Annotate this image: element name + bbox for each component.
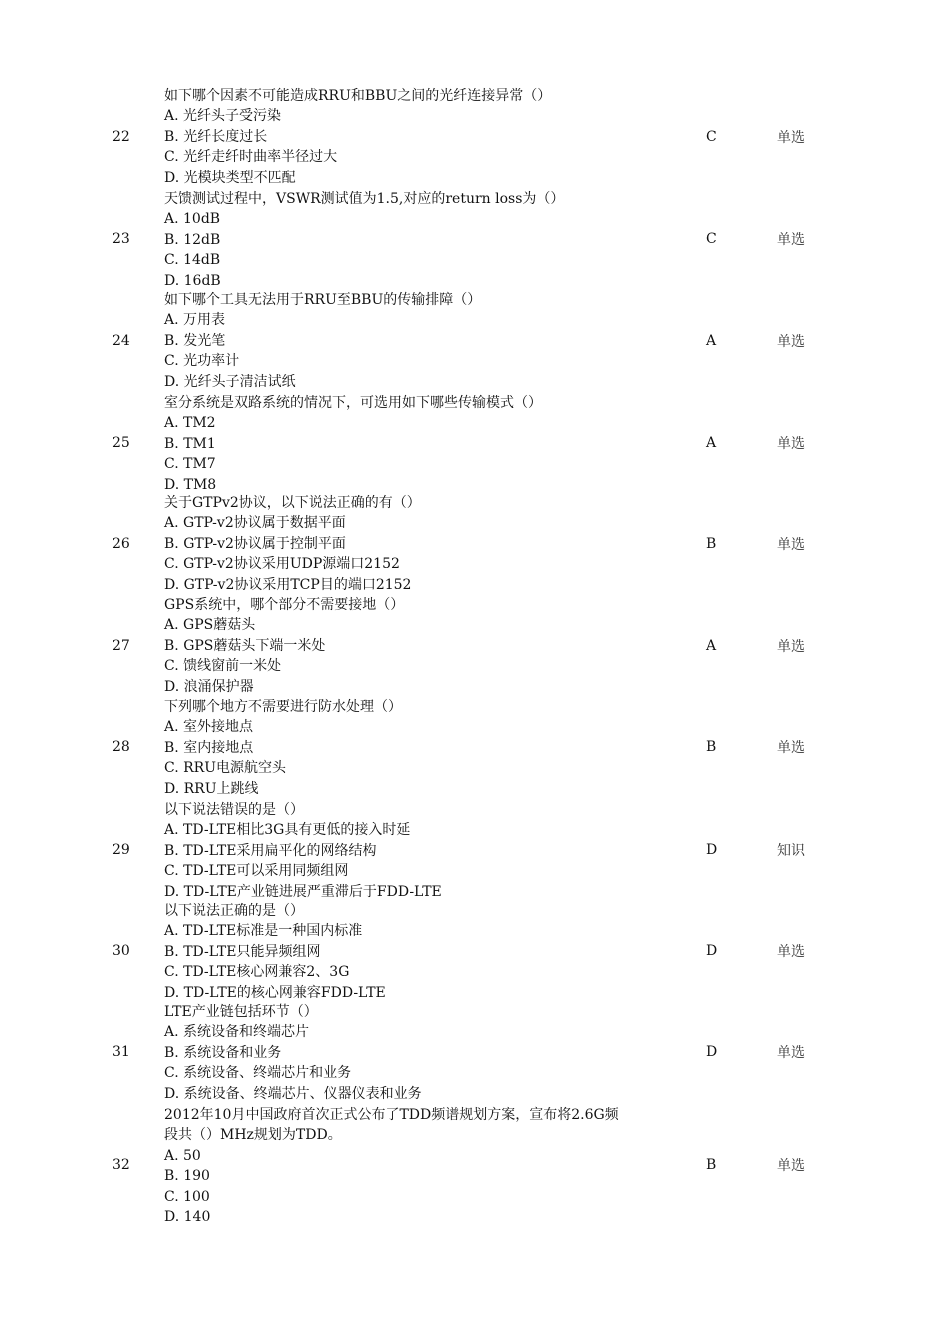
answer-option: A. TM2 (164, 415, 216, 432)
answer-option: A. 光纤头子受污染 (164, 108, 282, 125)
question-number: 24 (112, 333, 130, 349)
question-number: 25 (112, 435, 130, 451)
answer-option: C. 光纤走纤时曲率半径过大 (164, 149, 338, 166)
answer-option: D. TD-LTE的核心网兼容FDD-LTE (164, 984, 386, 1001)
question-stem: 天馈测试过程中，VSWR测试值为1.5,对应的return loss为（） (164, 191, 565, 207)
question-stem: 关于GTPv2协议，以下说法正确的有（） (164, 495, 421, 511)
question-body (164, 189, 664, 291)
answer-option: D. 系统设备、终端芯片、仪器仪表和业务 (164, 1085, 422, 1102)
answer-option: B. GPS蘑菇头下端一米处 (164, 637, 326, 654)
answer-option: D. 光模块类型不匹配 (164, 169, 296, 186)
question-type: 单选 (777, 944, 805, 960)
question-stem: 以下说法正确的是（） (164, 903, 304, 919)
answer-option: B. TD-LTE只能异频组网 (164, 943, 321, 960)
answer-option: B. TM1 (164, 435, 216, 452)
answer-option: B. 190 (164, 1168, 210, 1185)
question-type: 知识 (777, 843, 805, 859)
question-stem: LTE产业链包括环节（） (164, 1004, 318, 1020)
question-stem: 下列哪个地方不需要进行防水处理（） (164, 699, 402, 715)
question-type: 单选 (777, 537, 805, 553)
answer-option: C. GTP-v2协议采用UDP源端口2152 (164, 556, 400, 573)
question-number: 32 (112, 1157, 130, 1173)
question-body (164, 697, 664, 799)
answer-option: A. GPS蘑菇头 (164, 617, 256, 634)
question-number: 28 (112, 739, 130, 755)
answer-option: C. 14dB (164, 252, 221, 269)
answer-option: D. 16dB (164, 272, 221, 289)
question-type: 单选 (777, 1045, 805, 1061)
answer-option: A. TD-LTE相比3G具有更低的接入时延 (164, 822, 411, 839)
question-stem: 段共（）MHz规划为TDD。 (164, 1127, 342, 1144)
question-stem: 如下哪个因素不可能造成RRU和BBU之间的光纤连接异常（） (164, 88, 552, 104)
question-body (164, 1105, 664, 1227)
question-number: 29 (112, 842, 130, 858)
question-number: 22 (112, 129, 130, 145)
answer-option: B. 室内接地点 (164, 739, 254, 756)
question-number: 26 (112, 536, 130, 552)
question-body (164, 595, 664, 697)
question-number: 30 (112, 943, 130, 959)
answer-option: C. RRU电源航空头 (164, 760, 286, 777)
answer-option: B. TD-LTE采用扁平化的网络结构 (164, 842, 377, 859)
question-type: 单选 (777, 334, 805, 350)
answer-option: A. 50 (164, 1147, 201, 1164)
question-stem: 2012年10月中国政府首次正式公布了TDD频谱规划方案，宣布将2.6G频 (164, 1107, 619, 1123)
correct-answer: A (706, 435, 717, 451)
question-number: 23 (112, 231, 130, 247)
question-type: 单选 (777, 130, 805, 146)
correct-answer: C (706, 231, 717, 247)
answer-option: B. 系统设备和业务 (164, 1044, 282, 1061)
answer-option: C. 光功率计 (164, 353, 240, 370)
question-body (164, 393, 664, 495)
correct-answer: A (706, 333, 717, 349)
question-type: 单选 (777, 639, 805, 655)
question-stem: 室分系统是双路系统的情况下，可选用如下哪些传输模式（） (164, 395, 542, 411)
answer-option: C. 馈线窗前一米处 (164, 658, 282, 675)
question-type: 单选 (777, 232, 805, 248)
question-body (164, 800, 664, 902)
answer-option: B. 发光笔 (164, 332, 226, 349)
answer-option: C. TD-LTE可以采用同频组网 (164, 863, 349, 880)
question-type: 单选 (777, 740, 805, 756)
correct-answer: C (706, 129, 717, 145)
answer-option: B. 光纤长度过长 (164, 128, 268, 145)
correct-answer: D (706, 1044, 718, 1060)
question-stem: 以下说法错误的是（） (164, 802, 304, 818)
question-type: 单选 (777, 1158, 805, 1174)
question-body (164, 86, 664, 188)
correct-answer: B (706, 739, 717, 755)
answer-option: D. TD-LTE产业链进展严重滞后于FDD-LTE (164, 883, 442, 900)
answer-option: C. 100 (164, 1188, 210, 1205)
question-body (164, 1002, 664, 1104)
correct-answer: D (706, 943, 718, 959)
answer-option: A. GTP-v2协议属于数据平面 (164, 515, 346, 532)
correct-answer: A (706, 638, 717, 654)
correct-answer: B (706, 536, 717, 552)
answer-option: C. 系统设备、终端芯片和业务 (164, 1065, 352, 1082)
answer-option: A. 10dB (164, 211, 221, 228)
question-number: 27 (112, 638, 130, 654)
correct-answer: B (706, 1157, 717, 1173)
answer-option: D. 光纤头子清洁试纸 (164, 373, 296, 390)
answer-option: A. 系统设备和终端芯片 (164, 1024, 310, 1041)
question-type: 单选 (777, 436, 805, 452)
question-body (164, 493, 664, 595)
question-body (164, 290, 664, 392)
answer-option: A. 万用表 (164, 312, 226, 329)
answer-option: A. TD-LTE标准是一种国内标准 (164, 923, 363, 940)
answer-option: A. 室外接地点 (164, 719, 254, 736)
question-stem: 如下哪个工具无法用于RRU至BBU的传输排障（） (164, 292, 482, 308)
answer-option: D. 140 (164, 1208, 211, 1225)
question-stem: GPS系统中，哪个部分不需要接地（） (164, 597, 405, 613)
answer-option: D. GTP-v2协议采用TCP目的端口2152 (164, 576, 412, 593)
question-number: 31 (112, 1044, 130, 1060)
answer-option: D. TM8 (164, 476, 217, 493)
answer-option: B. GTP-v2协议属于控制平面 (164, 535, 346, 552)
answer-option: C. TD-LTE核心网兼容2、3G (164, 964, 350, 981)
answer-option: D. RRU上跳线 (164, 780, 259, 797)
correct-answer: D (706, 842, 718, 858)
answer-option: C. TM7 (164, 456, 216, 473)
question-body (164, 901, 664, 1003)
answer-option: D. 浪涌保护器 (164, 678, 254, 695)
answer-option: B. 12dB (164, 231, 221, 248)
